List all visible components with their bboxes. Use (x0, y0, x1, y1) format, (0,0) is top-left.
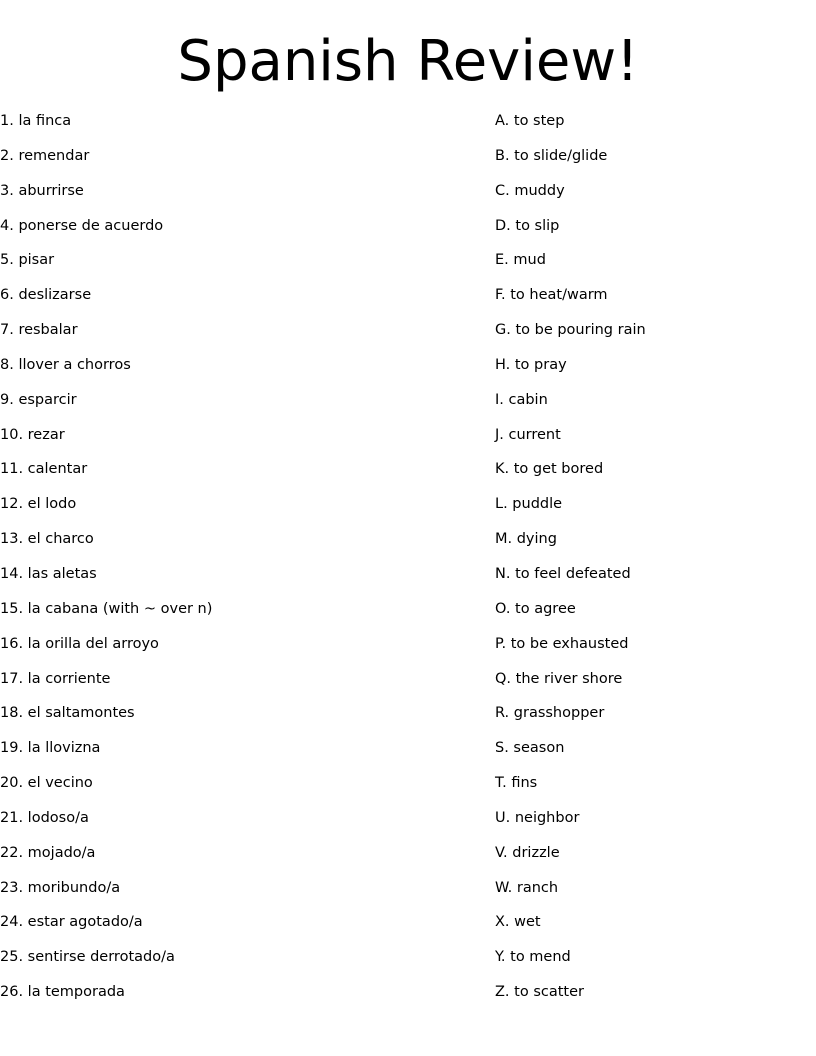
term-item: 11. calentar (0, 461, 88, 478)
term-item: 7. resbalar (0, 322, 78, 339)
term-item: 16. la orilla del arroyo (0, 635, 159, 652)
definition-item: Y. to mend (495, 949, 571, 966)
definition-item: E. mud (495, 252, 546, 269)
term-item: 17. la corriente (0, 670, 111, 687)
term-item: 21. lodoso/a (0, 809, 89, 826)
term-item: 2. remendar (0, 147, 90, 164)
term-item: 22. mojado/a (0, 844, 96, 861)
definition-item: D. to slip (495, 217, 560, 234)
term-item: 5. pisar (0, 252, 55, 269)
term-item: 26. la temporada (0, 984, 125, 1001)
definition-item: X. wet (495, 914, 541, 931)
term-item: 14. las aletas (0, 565, 97, 582)
terms-list (0, 107, 480, 1013)
definition-item: V. drizzle (495, 844, 560, 861)
term-item: 18. el saltamontes (0, 705, 135, 722)
definition-item: Z. to scatter (495, 984, 584, 1001)
definition-item: M. dying (495, 531, 557, 548)
term-item: 4. ponerse de acuerdo (0, 217, 164, 234)
definition-item: R. grasshopper (495, 705, 605, 722)
definition-item: H. to pray (495, 356, 567, 373)
definition-item: N. to feel defeated (495, 565, 631, 582)
definition-item: F. to heat/warm (495, 287, 608, 304)
definition-item: J. current (495, 426, 561, 443)
definition-item: W. ranch (495, 879, 559, 896)
term-item: 8. llover a chorros (0, 356, 131, 373)
definition-item: C. muddy (495, 182, 565, 199)
term-item: 24. estar agotado/a (0, 914, 143, 931)
definition-item: T. fins (495, 775, 538, 792)
term-item: 15. la cabana (with ~ over n) (0, 600, 213, 617)
definitions-list (495, 107, 805, 1013)
term-item: 9. esparcir (0, 391, 77, 408)
definition-item: B. to slide/glide (495, 147, 608, 164)
term-item: 12. el lodo (0, 496, 77, 513)
definition-item: Q. the river shore (495, 670, 623, 687)
term-item: 6. deslizarse (0, 287, 92, 304)
definition-item: I. cabin (495, 391, 548, 408)
term-item: 19. la llovizna (0, 740, 101, 757)
page-title: Spanish Review! (177, 29, 639, 94)
definition-item: P. to be exhausted (495, 635, 629, 652)
definition-item: L. puddle (495, 496, 563, 513)
definition-item: S. season (495, 740, 565, 757)
term-item: 10. rezar (0, 426, 65, 443)
term-item: 20. el vecino (0, 775, 93, 792)
definition-item: G. to be pouring rain (495, 322, 646, 339)
term-item: 1. la finca (0, 113, 72, 129)
term-item: 23. moribundo/a (0, 879, 121, 896)
definition-item: A. to step (495, 113, 565, 129)
term-item: 25. sentirse derrotado/a (0, 949, 175, 966)
definition-item: K. to get bored (495, 461, 604, 478)
definition-item: O. to agree (495, 600, 576, 617)
term-item: 13. el charco (0, 531, 94, 548)
definition-item: U. neighbor (495, 809, 580, 826)
term-item: 3. aburrirse (0, 182, 84, 199)
